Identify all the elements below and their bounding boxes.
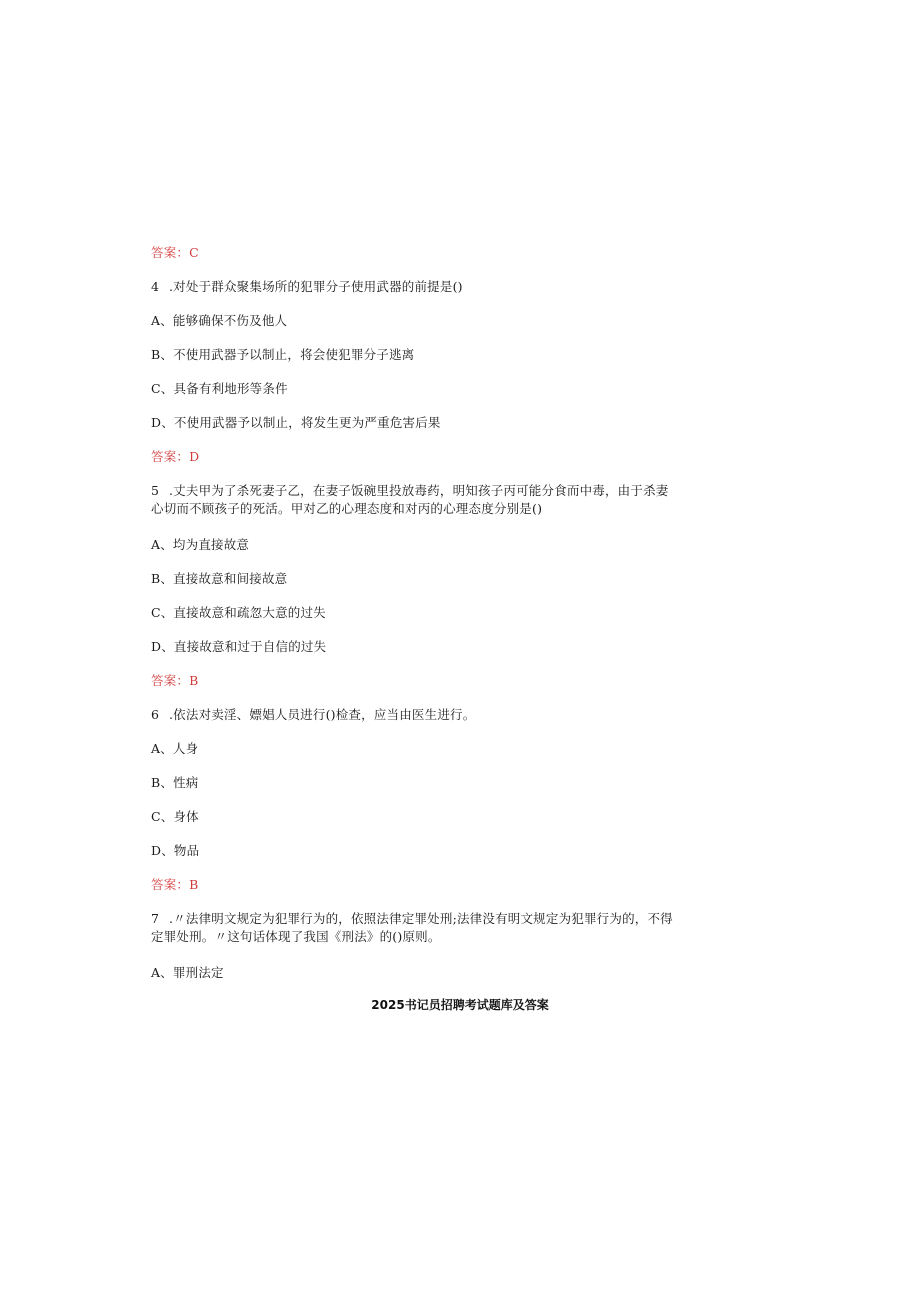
answer-label: 答案： <box>151 449 190 464</box>
question-text-line-1: .〃法律明文规定为犯罪行为的，依照法律定罪处刑;法律没有明文规定为犯罪行为的，不得 <box>169 911 673 926</box>
question-5-option-b: B、直接故意和间接故意 <box>151 571 288 586</box>
answer-label: 答案： <box>151 877 190 892</box>
footer-title: 2025书记员招聘考试题库及答案 <box>371 998 549 1012</box>
question-6-option-d: D、物品 <box>151 843 200 858</box>
question-5-option-d: D、直接故意和过于自信的过失 <box>151 639 327 654</box>
question-number: 7 <box>151 911 160 926</box>
answer-q4 <box>151 448 199 466</box>
answer-value: D <box>189 449 200 464</box>
answer-label: 答案： <box>151 245 190 260</box>
question-text: .对处于群众聚集场所的犯罪分子使用武器的前提是() <box>169 279 463 294</box>
answer-q6 <box>151 876 199 894</box>
question-5-continued: 心切而不顾孩子的死活。甲对乙的心理态度和对丙的心理态度分别是() <box>151 501 543 516</box>
question-text-line-1: .丈夫甲为了杀死妻子乙，在妻子饭碗里投放毒药，明知孩子丙可能分食而中毒，由于杀妻 <box>169 483 669 498</box>
question-4-option-b: B、不使用武器予以制止，将会使犯罪分子逃离 <box>151 347 415 362</box>
answer-q5 <box>151 672 199 690</box>
question-7-option-a: A、罪刑法定 <box>151 965 224 980</box>
question-5-option-c: C、直接故意和疏忽大意的过失 <box>151 605 326 620</box>
question-5 <box>151 482 668 500</box>
answer-label: 答案： <box>151 673 190 688</box>
question-4-option-c: C、具备有利地形等条件 <box>151 381 288 396</box>
question-number: 4 <box>151 279 160 294</box>
question-7 <box>151 910 673 928</box>
question-4 <box>151 278 463 296</box>
question-4-option-d: D、不使用武器予以制止，将发生更为严重危害后果 <box>151 415 441 430</box>
answer-value: B <box>189 673 199 688</box>
question-4-option-a: A、能够确保不伤及他人 <box>151 313 288 328</box>
question-number: 6 <box>151 707 160 722</box>
answer-q3 <box>151 244 199 262</box>
question-7-continued: 定罪处刑。〃这句话体现了我国《刑法》的()原则。 <box>151 929 441 944</box>
question-6-option-b: B、性病 <box>151 775 199 790</box>
answer-value: B <box>189 877 199 892</box>
answer-value: C <box>189 245 199 260</box>
question-text: .依法对卖淫、嫖娼人员进行()检查，应当由医生进行。 <box>169 707 476 722</box>
question-number: 5 <box>151 483 160 498</box>
question-5-option-a: A、均为直接故意 <box>151 537 250 552</box>
question-6-option-c: C、身体 <box>151 809 199 824</box>
question-6 <box>151 706 475 724</box>
question-6-option-a: A、人身 <box>151 741 199 756</box>
